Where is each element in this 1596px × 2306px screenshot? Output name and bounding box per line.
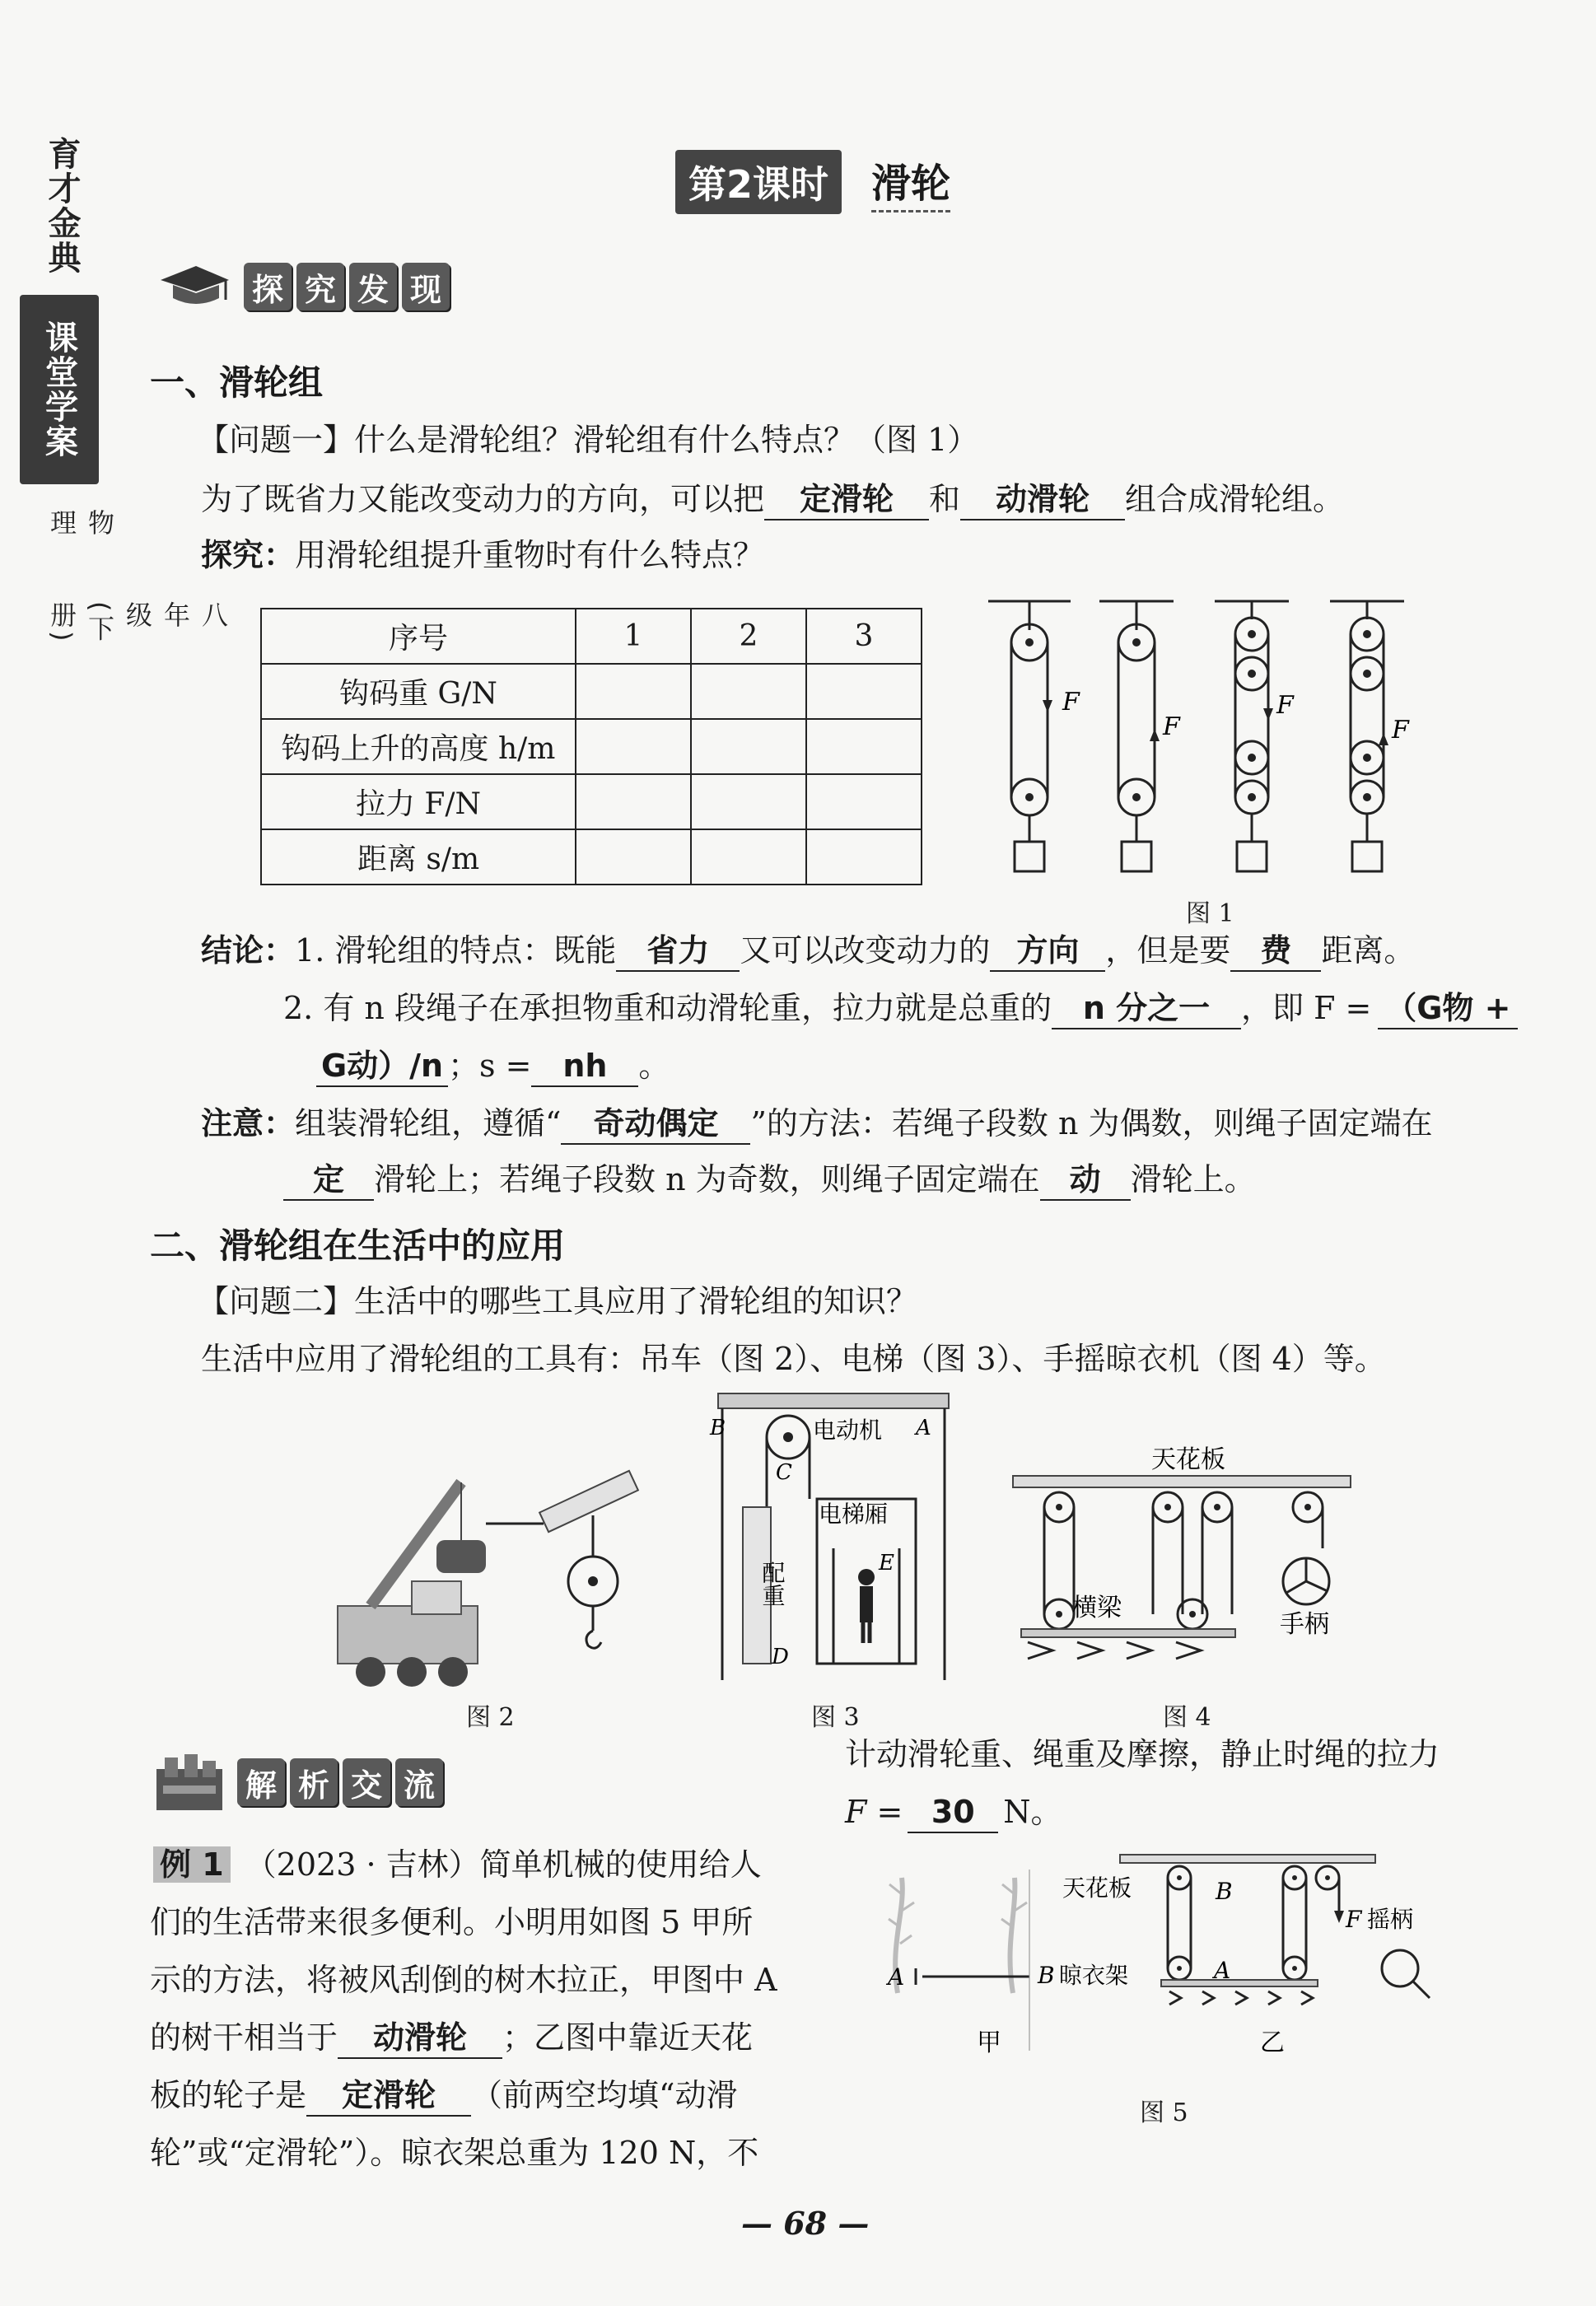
subject-label: 物理 bbox=[46, 509, 115, 539]
section-title: 一、滑轮组 bbox=[150, 362, 324, 403]
ceiling-label: 天花板 bbox=[1062, 1874, 1132, 1902]
banner-char: 析 bbox=[290, 1758, 338, 1806]
banner-explore bbox=[156, 262, 455, 311]
label-b: B bbox=[710, 1416, 726, 1440]
cabin-label: 电梯厢 bbox=[819, 1501, 889, 1528]
table-cell bbox=[576, 774, 691, 829]
lesson-heading bbox=[675, 150, 950, 214]
table-header-cell: 序号 bbox=[261, 609, 576, 664]
table-row-label: 钩码重 G/N bbox=[261, 664, 576, 719]
table-row bbox=[261, 774, 922, 829]
banner-char: 探 bbox=[244, 263, 292, 310]
crank-label: 摇柄 bbox=[1367, 1906, 1414, 1933]
answer-blank: G动）/n bbox=[316, 1046, 448, 1087]
figure-3-caption: 图 3 bbox=[811, 1703, 860, 1732]
answer-blank: 定滑轮 bbox=[306, 2075, 471, 2117]
table-cell bbox=[806, 719, 922, 774]
table-cell bbox=[691, 719, 806, 774]
table-cell bbox=[806, 774, 922, 829]
beam-label: 横梁 bbox=[1072, 1594, 1122, 1622]
data-table bbox=[260, 608, 922, 885]
table-row-label: 拉力 F/N bbox=[261, 774, 576, 829]
note-line-1: 注意：组装滑轮组，遵循“ 奇动偶定 ”的方法：若绳子段数 n 为偶数，则绳子固定端在 bbox=[201, 1104, 1433, 1145]
pulley-system-1 bbox=[988, 601, 1071, 871]
answer-blank: 动 bbox=[1040, 1160, 1131, 1201]
table-row bbox=[261, 829, 922, 885]
answer-blank: 定滑轮 bbox=[764, 479, 929, 520]
table-cell bbox=[576, 829, 691, 885]
label-c: C bbox=[776, 1460, 792, 1485]
example-line-2: 们的生活带来很多便利。小明用如图 5 甲所 bbox=[150, 1904, 754, 1940]
label-b: B bbox=[1038, 1962, 1055, 1989]
banner-char: 解 bbox=[237, 1758, 285, 1806]
figure-3-elevator bbox=[710, 1392, 957, 1688]
banner-char: 究 bbox=[296, 263, 344, 310]
force-label: F bbox=[1163, 712, 1180, 741]
figure-5-caption: 图 5 bbox=[1140, 2098, 1188, 2127]
graduation-cap-icon bbox=[156, 262, 231, 311]
answer-blank: 费 bbox=[1230, 931, 1321, 972]
sidebar bbox=[16, 124, 229, 645]
answer-blank: 动滑轮 bbox=[960, 479, 1125, 520]
answer-blank: （G物 + bbox=[1378, 988, 1518, 1029]
example-line-1: 例 1 （2023 · 吉林）简单机械的使用给人 bbox=[153, 1845, 762, 1884]
counterweight-label: 配重 bbox=[758, 1561, 786, 1607]
rack-label: 晾衣架 bbox=[1059, 1962, 1129, 1989]
figure-4-caption: 图 4 bbox=[1163, 1703, 1211, 1732]
force-label: F bbox=[1062, 688, 1080, 717]
table-header-cell: 3 bbox=[806, 609, 922, 664]
pulley-system-3 bbox=[1215, 601, 1289, 871]
table-row-label: 距离 s/m bbox=[261, 829, 576, 885]
table-header-cell: 2 bbox=[691, 609, 806, 664]
brand-text: 育才金典 bbox=[43, 137, 81, 275]
sidebar-tag: 课堂学案 bbox=[20, 295, 99, 484]
label-a: A bbox=[888, 1963, 905, 1991]
question-two: 【问题二】生活中的哪些工具应用了滑轮组的知识？ bbox=[198, 1283, 918, 1319]
table-row bbox=[261, 719, 922, 774]
force-label: F bbox=[1392, 716, 1409, 745]
section-title: 二、滑轮组在生活中的应用 bbox=[150, 1225, 566, 1266]
example-label: 例 1 bbox=[153, 1846, 231, 1883]
force-label: F bbox=[1346, 1906, 1362, 1933]
note-line-2: 定 滑轮上；若绳子段数 n 为奇数，则绳子固定端在 动 滑轮上。 bbox=[283, 1160, 1256, 1201]
figure-1-pulley-systems bbox=[980, 593, 1474, 898]
explore-line: 探究：用滑轮组提升重物时有什么特点？ bbox=[201, 537, 765, 573]
answer-blank: 30 bbox=[908, 1792, 998, 1833]
table-cell bbox=[806, 829, 922, 885]
example-right-line-2: F = 30 N。 bbox=[845, 1792, 1062, 1833]
label-d: D bbox=[772, 1645, 789, 1669]
ceiling-label: 天花板 bbox=[1151, 1445, 1225, 1474]
grade-label: 八年级(下册) bbox=[46, 601, 229, 645]
table-header-cell: 1 bbox=[576, 609, 691, 664]
figure-5-diagram bbox=[873, 1845, 1466, 2059]
motor-label: 电动机 bbox=[813, 1417, 883, 1444]
table-cell bbox=[691, 664, 806, 719]
conclusion-1: 结论：1. 滑轮组的特点：既能 省力 又可以改变动力的 方向 ，但是要 费 距离。 bbox=[201, 931, 1415, 972]
figure-label-jia: 甲 bbox=[977, 2028, 1001, 2057]
example-line-4: 的树干相当于 动滑轮 ；乙图中靠近天花 bbox=[150, 2018, 753, 2059]
label-e: E bbox=[879, 1551, 894, 1575]
example-line-5: 板的轮子是 定滑轮 （前两空均填“动滑 bbox=[150, 2075, 737, 2117]
question-one: 【问题一】什么是滑轮组？滑轮组有什么特点？（图 1） bbox=[198, 422, 979, 458]
answer-blank: 动滑轮 bbox=[338, 2018, 502, 2059]
banner-analysis bbox=[155, 1753, 448, 1812]
building-icon bbox=[155, 1753, 224, 1812]
figure-2-crane bbox=[321, 1466, 667, 1705]
conclusion-2: 2. 有 n 段绳子在承担物重和动滑轮重，拉力就是总重的 n 分之一 ，即 F = （G物 + bbox=[283, 988, 1518, 1029]
figure-2-caption: 图 2 bbox=[466, 1703, 515, 1732]
table-row bbox=[261, 664, 922, 719]
force-label: F bbox=[1276, 691, 1294, 720]
table-header-row bbox=[261, 609, 922, 664]
table-cell bbox=[576, 664, 691, 719]
figure-label-yi: 乙 bbox=[1260, 2028, 1285, 2057]
banner-char: 交 bbox=[343, 1758, 390, 1806]
answer-blank: 定 bbox=[283, 1160, 374, 1201]
table-cell bbox=[576, 719, 691, 774]
answer-blank: 方向 bbox=[990, 931, 1105, 972]
example-line-6: 轮”或“定滑轮”）。晾衣架总重为 120 N，不 bbox=[150, 2135, 759, 2171]
conclusion-2-continued: G动）/n ；s = nh 。 bbox=[316, 1046, 670, 1087]
answer-blank: 奇动偶定 bbox=[561, 1104, 750, 1145]
answer-blank: n 分之一 bbox=[1052, 988, 1241, 1029]
example-line-3: 示的方法，将被风刮倒的树木拉正，甲图中 A bbox=[150, 1962, 777, 1998]
figure-1-caption: 图 1 bbox=[1186, 899, 1234, 928]
answer-blank: nh bbox=[531, 1046, 638, 1087]
example-right-line-1: 计动滑轮重、绳重及摩擦，静止时绳的拉力 bbox=[845, 1736, 1440, 1772]
page-number: — 68 — bbox=[741, 2205, 870, 2242]
handle-label: 手柄 bbox=[1280, 1610, 1329, 1639]
applications-text: 生活中应用了滑轮组的工具有：吊车（图 2）、电梯（图 3）、手摇晾衣机（图 4）等。 bbox=[201, 1341, 1386, 1377]
table-cell bbox=[691, 774, 806, 829]
table-cell bbox=[806, 664, 922, 719]
label-a: A bbox=[916, 1416, 931, 1440]
label-a-2: A bbox=[1214, 1957, 1231, 1984]
lesson-title: 滑轮 bbox=[871, 152, 950, 212]
label-b-2: B bbox=[1216, 1878, 1233, 1905]
figure-4-drying-rack bbox=[1011, 1441, 1357, 1688]
banner-char: 发 bbox=[349, 263, 397, 310]
lesson-label: 第2课时 bbox=[675, 150, 842, 214]
answer-blank: 省力 bbox=[616, 931, 740, 972]
table-row-label: 钩码上升的高度 h/m bbox=[261, 719, 576, 774]
banner-char: 现 bbox=[402, 263, 450, 310]
banner-char: 流 bbox=[395, 1758, 443, 1806]
sentence-1: 为了既省力又能改变动力的方向，可以把 定滑轮 和 动滑轮 组合成滑轮组。 bbox=[201, 479, 1344, 520]
table-cell bbox=[691, 829, 806, 885]
